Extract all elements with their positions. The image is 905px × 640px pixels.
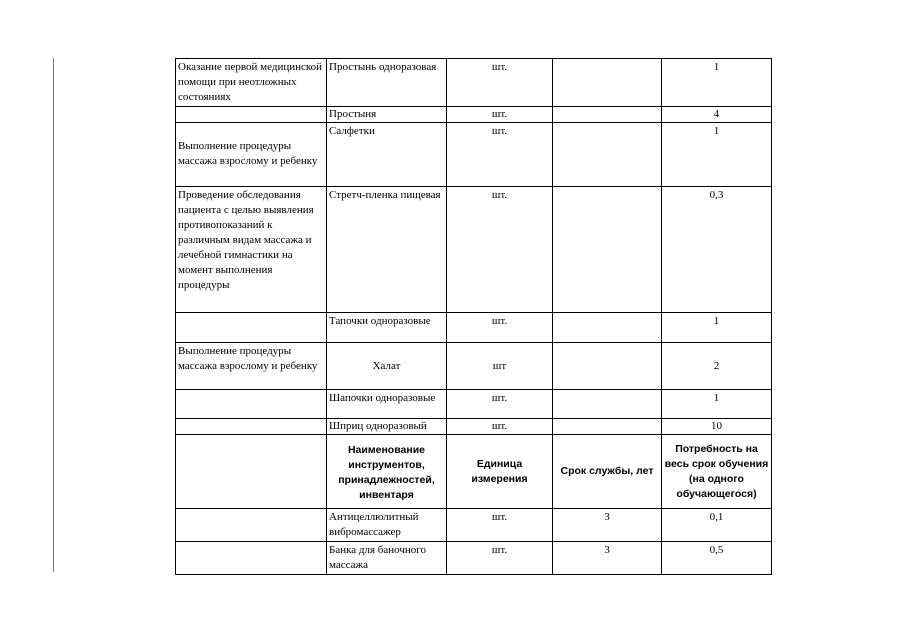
item-cell: Банка для баночного массажа [327,542,447,575]
header-item: Наименование инструментов, принадлежностей, инвентаря [327,435,447,509]
unit-cell: шт. [447,390,553,419]
need-cell: 0,1 [662,509,772,542]
activity-cell [176,542,327,575]
service-life-cell: 3 [553,509,662,542]
unit-cell: шт. [447,509,553,542]
need-cell: 1 [662,390,772,419]
activity-cell [176,419,327,435]
unit-cell: шт. [447,419,553,435]
need-cell: 1 [662,59,772,107]
need-cell: 0,5 [662,542,772,575]
activity-cell: Проведение обследования пациента с целью выявления противопоказаний к различным видам массажа и лечебной гимнастики на момент выполнения процедуры [176,187,327,313]
need-cell: 0,3 [662,187,772,313]
service-life-cell: 3 [553,542,662,575]
service-life-cell [553,313,662,343]
unit-cell: шт. [447,123,553,187]
activity-cell [176,509,327,542]
unit-cell: шт. [447,187,553,313]
table-row [176,419,772,435]
item-cell: Простыня [327,107,447,123]
table-row [176,187,772,313]
activity-cell [176,123,327,187]
header-unit: Единица измерения [447,435,553,509]
service-life-cell [553,59,662,107]
unit-cell: шт. [447,313,553,343]
unit-cell: шт. [447,59,553,107]
unit-cell: шт. [447,107,553,123]
need-cell: 1 [662,313,772,343]
activity-cell [176,390,327,419]
table-row [176,313,772,343]
header-service-life: Срок службы, лет [553,435,662,509]
item-cell: Салфетки [327,123,447,187]
service-life-cell [553,107,662,123]
item-cell: Антицеллюлитный вибромассажер [327,509,447,542]
service-life-cell [553,419,662,435]
need-cell: 2 [662,343,772,390]
header-empty-cell [176,435,327,509]
table-row [176,123,772,187]
table-header-row [176,435,772,509]
activity-cell: Выполнение процедуры массажа взрослому и ребенку [176,343,327,390]
table-row [176,343,772,390]
item-cell: Тапочки одноразовые [327,313,447,343]
left-margin-line [53,58,54,572]
item-cell: Стретч-пленка пищевая [327,187,447,313]
service-life-cell [553,123,662,187]
need-cell: 1 [662,123,772,187]
service-life-cell [553,343,662,390]
unit-cell: шт. [447,542,553,575]
item-cell: Шприц одноразовый [327,419,447,435]
table-row [176,542,772,575]
item-cell: Простынь одноразовая [327,59,447,107]
activity-cell [176,107,327,123]
service-life-cell [553,187,662,313]
equipment-table [175,58,772,575]
need-cell: 4 [662,107,772,123]
need-cell: 10 [662,419,772,435]
header-need: Потребность на весь срок обучения (на одного обучающегося) [662,435,772,509]
table-row [176,59,772,107]
activity-cell: Оказание первой медицинской помощи при неотложных состояниях [176,59,327,107]
item-cell: Шапочки одноразовые [327,390,447,419]
table-row [176,107,772,123]
activity-text: Выполнение процедуры массажа взрослому и ребенку [178,140,318,167]
table-row [176,390,772,419]
table-row [176,509,772,542]
service-life-cell [553,390,662,419]
activity-cell [176,313,327,343]
item-cell: Халат [327,343,447,390]
unit-cell: шт [447,343,553,390]
